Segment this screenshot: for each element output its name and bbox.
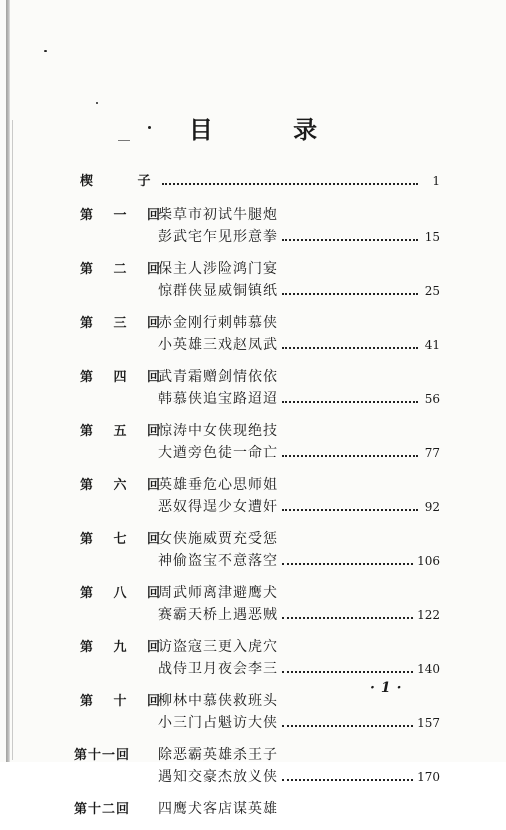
leader-dots xyxy=(282,617,413,619)
toc-line xyxy=(80,258,440,280)
toc-entry[interactable] xyxy=(80,258,440,302)
toc-entry[interactable] xyxy=(80,312,440,356)
chapter-label: 第 八 回 xyxy=(80,586,169,601)
toc-line xyxy=(74,798,440,820)
chapter-title-line: 恶奴得逞少女遭奸 xyxy=(158,499,278,515)
toc-entry-prologue[interactable] xyxy=(80,170,440,192)
toc-page-number: 56 xyxy=(424,392,440,406)
page-number-footer: ·1· xyxy=(370,680,408,696)
chapter-title-line: 赤金刚行刺韩慕侠 xyxy=(158,315,278,331)
toc-line xyxy=(80,766,440,788)
chapter-title-line: 神偷盗宝不意落空 xyxy=(158,553,278,569)
toc-page-number: 157 xyxy=(417,716,440,730)
toc-entry[interactable] xyxy=(80,420,440,464)
chapter-title-line: 小三门占魁访大侠 xyxy=(158,715,278,731)
chapter-title-line: 除恶霸英雄杀王子 xyxy=(158,747,278,763)
toc-page-number: 77 xyxy=(424,446,440,460)
toc-line xyxy=(80,204,440,226)
chapter-title-line: 惊群侠显威铜镇纸 xyxy=(158,283,278,299)
chapter-title-line: 武青霜赠剑情依依 xyxy=(158,369,278,385)
leader-dots xyxy=(282,239,418,241)
toc-line xyxy=(80,474,440,496)
toc-line xyxy=(80,636,440,658)
toc-line xyxy=(80,312,440,334)
toc-line xyxy=(80,280,440,302)
chapter-title-line: 柳林中慕侠救班头 xyxy=(158,693,278,709)
leader-dots xyxy=(162,183,418,185)
chapter-title-line: 彭武宅乍见形意拳 xyxy=(158,229,278,245)
leader-dots xyxy=(282,293,418,295)
chapter-title-line: 访盗寇三更入虎穴 xyxy=(158,639,278,655)
toc-line xyxy=(80,528,440,550)
chapter-label: 第 四 回 xyxy=(80,370,169,385)
toc-page-number: 122 xyxy=(417,608,440,622)
toc-line xyxy=(80,388,440,410)
toc-line xyxy=(80,712,440,734)
toc-label: 楔 子 xyxy=(80,174,171,189)
toc-entry[interactable] xyxy=(80,366,440,410)
chapter-title-line: 英雄垂危心思师姐 xyxy=(158,477,278,493)
toc-line xyxy=(74,744,440,766)
chapter-title-line: 周武师离津避鹰犬 xyxy=(158,585,278,601)
page-title: 目 录 xyxy=(188,115,354,144)
toc-entry[interactable] xyxy=(80,474,440,518)
chapter-title-line: 四鹰犬客店谋英雄 xyxy=(158,801,278,817)
toc-line xyxy=(80,604,440,626)
chapter-label: 第 七 回 xyxy=(80,532,169,547)
chapter-list xyxy=(74,204,440,820)
chapter-label: 第 六 回 xyxy=(80,478,169,493)
toc-entry[interactable] xyxy=(80,690,440,734)
leader-dots xyxy=(282,725,413,727)
chapter-title-line: 惊涛中女侠现绝技 xyxy=(158,423,278,439)
toc-entry[interactable] xyxy=(74,744,440,788)
speck-1 xyxy=(44,50,47,52)
leader-dots xyxy=(282,455,418,457)
chapter-label: 第 五 回 xyxy=(80,424,169,439)
toc-line xyxy=(80,420,440,442)
leader-dots xyxy=(282,779,413,781)
leader-dots xyxy=(282,563,413,565)
toc-line xyxy=(80,226,440,248)
toc-line xyxy=(80,658,440,680)
toc-entry[interactable] xyxy=(80,528,440,572)
chapter-title-line: 战侍卫月夜会李三 xyxy=(158,661,278,677)
chapter-title-line: 保主人涉险鸿门宴 xyxy=(158,261,278,277)
speck-2 xyxy=(96,102,98,104)
toc-line xyxy=(80,550,440,572)
toc-page-number: 1 xyxy=(432,174,440,188)
toc-page-number: 106 xyxy=(417,554,440,568)
leader-dots xyxy=(282,347,418,349)
leader-dots xyxy=(282,671,413,673)
toc-page-number: 140 xyxy=(417,662,440,676)
toc-page-number: 25 xyxy=(424,284,440,298)
chapter-title-line: 女侠施威贾充受惩 xyxy=(158,531,278,547)
toc-line xyxy=(80,366,440,388)
toc-page-number: 92 xyxy=(424,500,440,514)
chapter-label: 第十一回 xyxy=(74,748,131,763)
toc-page-number: 170 xyxy=(417,770,440,784)
chapter-title-line: 韩慕侠追宝路迢迢 xyxy=(158,391,278,407)
toc-line xyxy=(80,496,440,518)
chapter-title-line: 赛霸天桥上遇恶贼 xyxy=(158,607,278,623)
toc-line xyxy=(80,334,440,356)
chapter-label: 第 二 回 xyxy=(80,262,169,277)
toc-page-number: 41 xyxy=(424,338,440,352)
leader-dots xyxy=(282,509,418,511)
chapter-title-line: 大遒旁色徒一命亡 xyxy=(158,445,278,461)
binding-edge xyxy=(12,120,13,760)
chapter-title-line: 遇知交豪杰放义侠 xyxy=(158,769,278,785)
chapter-label: 第十二回 xyxy=(74,802,131,817)
chapter-label: 第 十 回 xyxy=(80,694,169,709)
toc-line xyxy=(80,442,440,464)
toc-entry[interactable] xyxy=(80,636,440,680)
toc-line xyxy=(80,582,440,604)
chapter-label: 第 九 回 xyxy=(80,640,169,655)
chapter-label: 第 三 回 xyxy=(80,316,169,331)
chapter-title-line: 小英雄三戏赵凤武 xyxy=(158,337,278,353)
leader-dots xyxy=(282,401,418,403)
toc-entry[interactable] xyxy=(80,582,440,626)
toc-page-number: 15 xyxy=(424,230,440,244)
chapter-label: 第 一 回 xyxy=(80,208,169,223)
chapter-title-line: 柴草市初试牛腿炮 xyxy=(158,207,278,223)
toc-entry[interactable] xyxy=(80,204,440,248)
toc-entry[interactable] xyxy=(74,798,440,820)
table-of-contents xyxy=(74,170,440,830)
